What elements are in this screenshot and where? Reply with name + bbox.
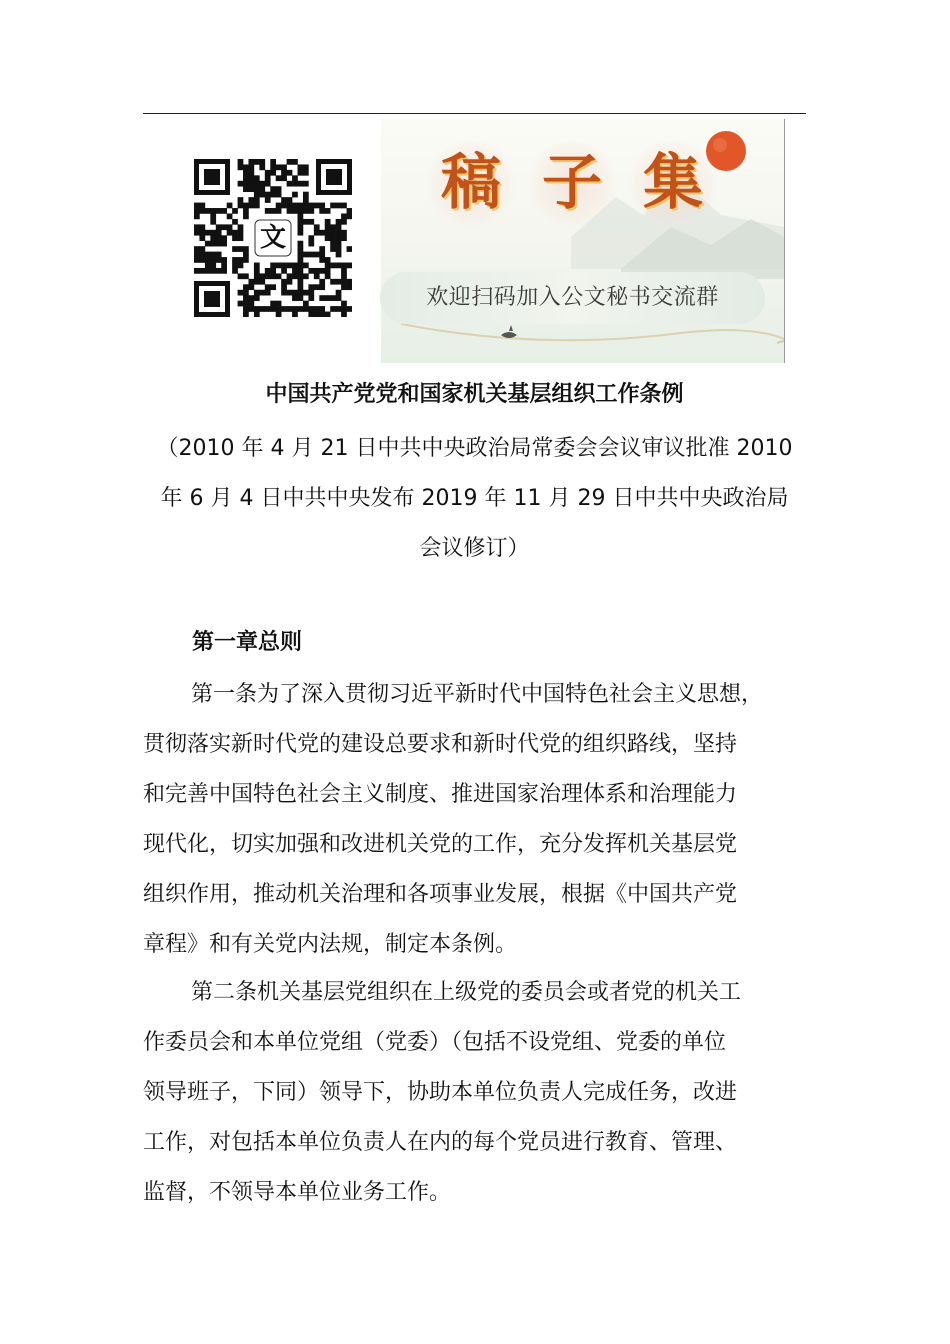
article-1-line: 组织作用，推动机关治理和各项事业发展，根据《中国共产党 [143,882,738,907]
article-2-line: 领导班子，下同）领导下，协助本单位负责人完成任务，改进 [143,1080,738,1105]
article-1-line: 现代化，切实加强和改进机关党的工作，充分发挥机关基层党 [143,832,738,857]
brand-char-1: 稿 [427,139,515,227]
article-1-line: 和完善中国特色社会主义制度、推进国家治理体系和治理能力 [143,782,738,807]
document-title: 中国共产党党和国家机关基层组织工作条例 [265,382,684,407]
chapter-heading: 第一章总则 [192,630,303,655]
article-1-line: 贯彻落实新时代党的建设总要求和新时代党的组织路线，坚持 [143,732,738,757]
article-2-line: 作委员会和本单位党组（党委）（包括不设党组、党委的单位 [143,1030,727,1055]
brand-char-3: 集 [629,139,717,227]
brand-char-2: 子 [528,139,616,227]
article-2-line: 工作，对包括本单位负责人在内的每个党员进行教育、管理、 [143,1130,738,1155]
subtitle-line: 年 6 月 4 日中共中央发布 2019 年 11 月 29 日中共中央政治局 [160,486,789,511]
document-subtitle [143,424,806,574]
article-2-line: 监督，不领导本单位业务工作。 [143,1180,452,1205]
article-2 [143,968,833,1218]
qr-code-icon [194,159,352,317]
brand-title [427,139,717,227]
promo-banner [165,119,785,363]
article-1-line: 第一条为了深入贯彻习近平新时代中国特色社会主义思想， [191,682,764,707]
banner-slogan: 欢迎扫码加入公文秘书交流群 [380,272,765,324]
qr-center-badge: 文 [259,223,287,253]
subtitle-line: （2010 年 4 月 21 日中共中央政治局常委会会议审议批准 2010 [156,436,793,461]
header-rule [143,113,806,114]
article-2-line: 第二条机关基层党组织在上级党的委员会或者党的机关工 [191,980,742,1005]
article-1 [143,670,833,970]
qr-code-panel [165,119,381,363]
subtitle-line: 会议修订） [419,536,530,561]
article-1-line: 章程》和有关党内法规，制定本条例。 [143,932,518,957]
